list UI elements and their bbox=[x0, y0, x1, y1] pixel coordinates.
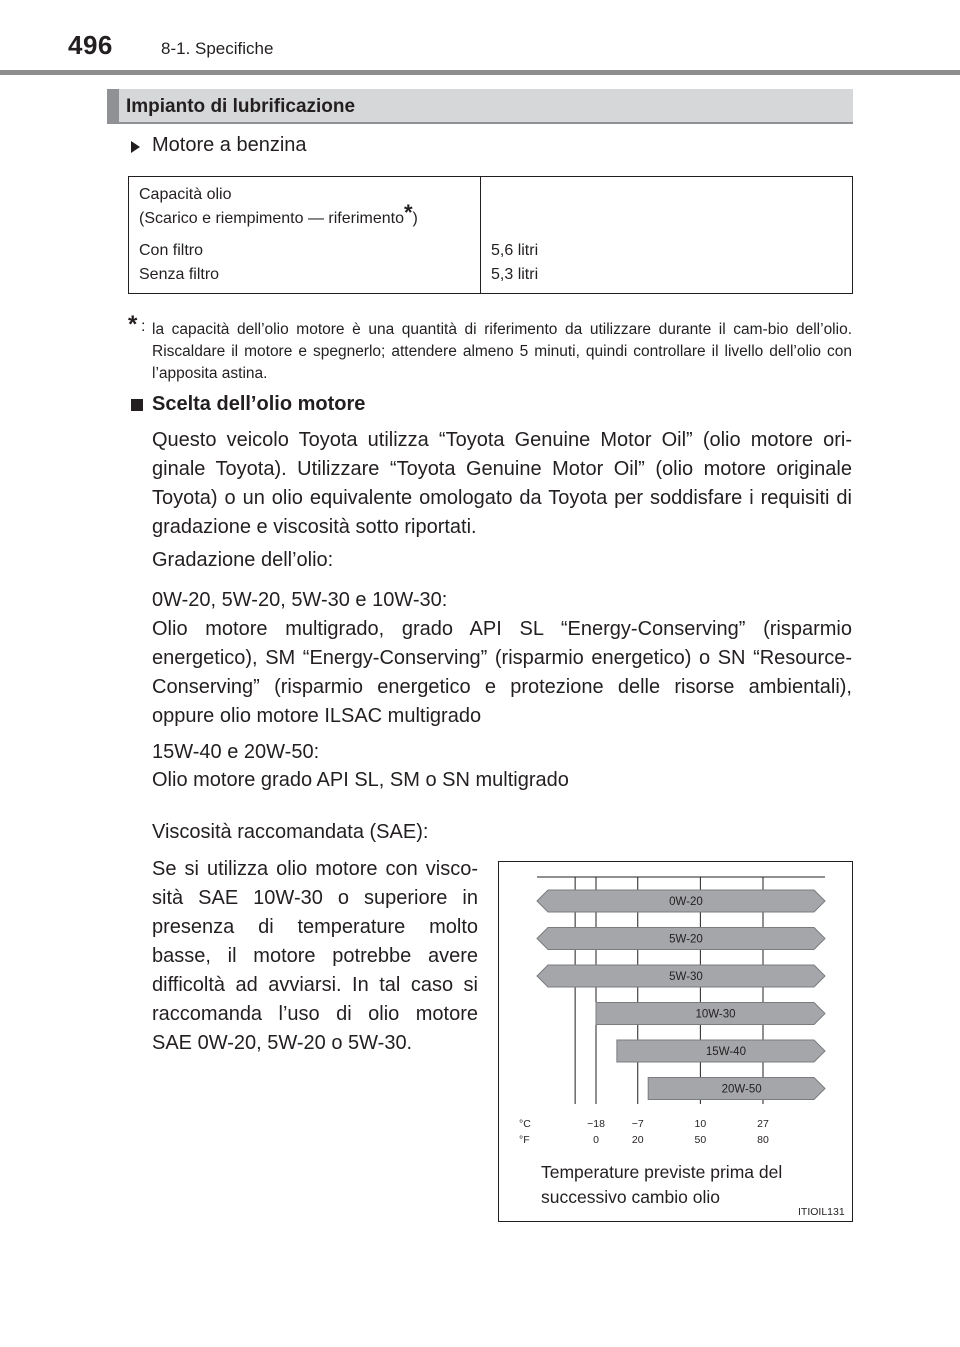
triangle-bullet-icon bbox=[131, 141, 140, 153]
celsius-tick-label: 27 bbox=[757, 1118, 769, 1130]
grade2-title: 15W-40 e 20W-50: bbox=[152, 741, 320, 763]
celsius-tick-label: 10 bbox=[694, 1118, 707, 1130]
grade-label: 0W-20 bbox=[669, 896, 703, 908]
celsius-tick-label: −18 bbox=[587, 1118, 605, 1130]
celsius-unit-label: °C bbox=[519, 1118, 531, 1130]
capacity-sublabel: (Scarico e riempimento — riferimento*) bbox=[139, 200, 418, 227]
grade1-text: Olio motore multigrado, grado API SL “Energy-Conserving” (risparmio energetico), SM “Energy-Conserving” (risparmio energetico) o SN “Resource-Conserving” (risparmio energetico e protezione delle risorse ambientali), oppure olio motore ILSAC multigrado bbox=[152, 618, 852, 727]
fahrenheit-tick-label: 20 bbox=[631, 1134, 644, 1146]
chapter-title: 8-1. Specifiche bbox=[161, 39, 274, 58]
section-header bbox=[107, 89, 853, 124]
page-number: 496 bbox=[68, 30, 113, 60]
celsius-tick-label: −7 bbox=[631, 1118, 644, 1130]
oil-intro-paragraph: Questo veicolo Toyota utilizza “Toyota Genuine Motor Oil” (olio motore ori-ginale Toyota). Utilizzare “Toyota Genuine Motor Oil” (olio motore originale Toyota) o un olio equivalente omologato da Toyota per soddisfare i requisiti di gradazione e viscosità sotto riportati. bbox=[152, 429, 852, 538]
value-with-filter: 5,6 litri bbox=[491, 242, 539, 259]
section-marker bbox=[107, 89, 119, 122]
square-bullet-icon bbox=[131, 399, 143, 411]
footnote-colon: : bbox=[141, 318, 146, 335]
viscosity-label: Viscosità raccomandata (SAE): bbox=[152, 821, 429, 843]
section-title: Impianto di lubrificazione bbox=[126, 96, 356, 117]
grade1-title: 0W-20, 5W-20, 5W-30 e 10W-30: bbox=[152, 589, 448, 611]
fahrenheit-unit-label: °F bbox=[519, 1134, 530, 1146]
capacity-label: Capacità olio bbox=[139, 186, 232, 203]
oil-choice-heading: Scelta dell’olio motore bbox=[152, 393, 366, 415]
fahrenheit-tick-label: 80 bbox=[757, 1134, 769, 1146]
engine-type-label: Motore a benzina bbox=[152, 134, 307, 156]
table-value-cell bbox=[481, 177, 853, 294]
grade-label: Gradazione dell’olio: bbox=[152, 549, 334, 571]
row-label-with-filter: Con filtro bbox=[139, 242, 204, 259]
footnote-marker: * bbox=[128, 311, 138, 338]
grade-label: 10W-30 bbox=[695, 1008, 736, 1021]
table-row bbox=[129, 177, 853, 294]
grade-label: 5W-30 bbox=[669, 971, 703, 983]
footnote-star-icon: * bbox=[403, 200, 413, 225]
header-rule bbox=[0, 70, 960, 75]
fahrenheit-tick-label: 0 bbox=[593, 1134, 599, 1146]
grade-label: 15W-40 bbox=[705, 1046, 746, 1058]
row-label-without-filter: Senza filtro bbox=[139, 266, 220, 283]
grade-label: 20W-50 bbox=[721, 1083, 762, 1096]
footnote-text: la capacità dell’olio motore è una quantità di riferimento da utilizzare durante il cam-bio dell’olio. Riscaldare il motore e spegnerlo; attendere almeno 5 minuti, quindi controllare il livello dell’olio con l’apposita astina. bbox=[152, 321, 852, 382]
figure-caption: Temperature previste prima del successivo cambio olio bbox=[541, 1162, 783, 1207]
fahrenheit-tick-label: 50 bbox=[694, 1134, 707, 1146]
oil-capacity-table bbox=[128, 176, 853, 294]
value-without-filter: 5,3 litri bbox=[491, 266, 539, 283]
viscosity-note: Se si utilizza olio motore con visco-sità SAE 10W-30 o superiore in presenza di temperature molto basse, il motore potrebbe avere difficoltà ad avviarsi. In tal caso si raccomanda l’uso di olio motore SAE 0W-20, 5W-20 o 5W-30. bbox=[152, 858, 478, 1054]
figure-code: ITIOIL131 bbox=[798, 1206, 845, 1218]
table-label-cell bbox=[129, 177, 481, 294]
grade2-text: Olio motore grado API SL, SM o SN multigrado bbox=[152, 769, 569, 791]
grade-label: 5W-20 bbox=[669, 933, 703, 946]
